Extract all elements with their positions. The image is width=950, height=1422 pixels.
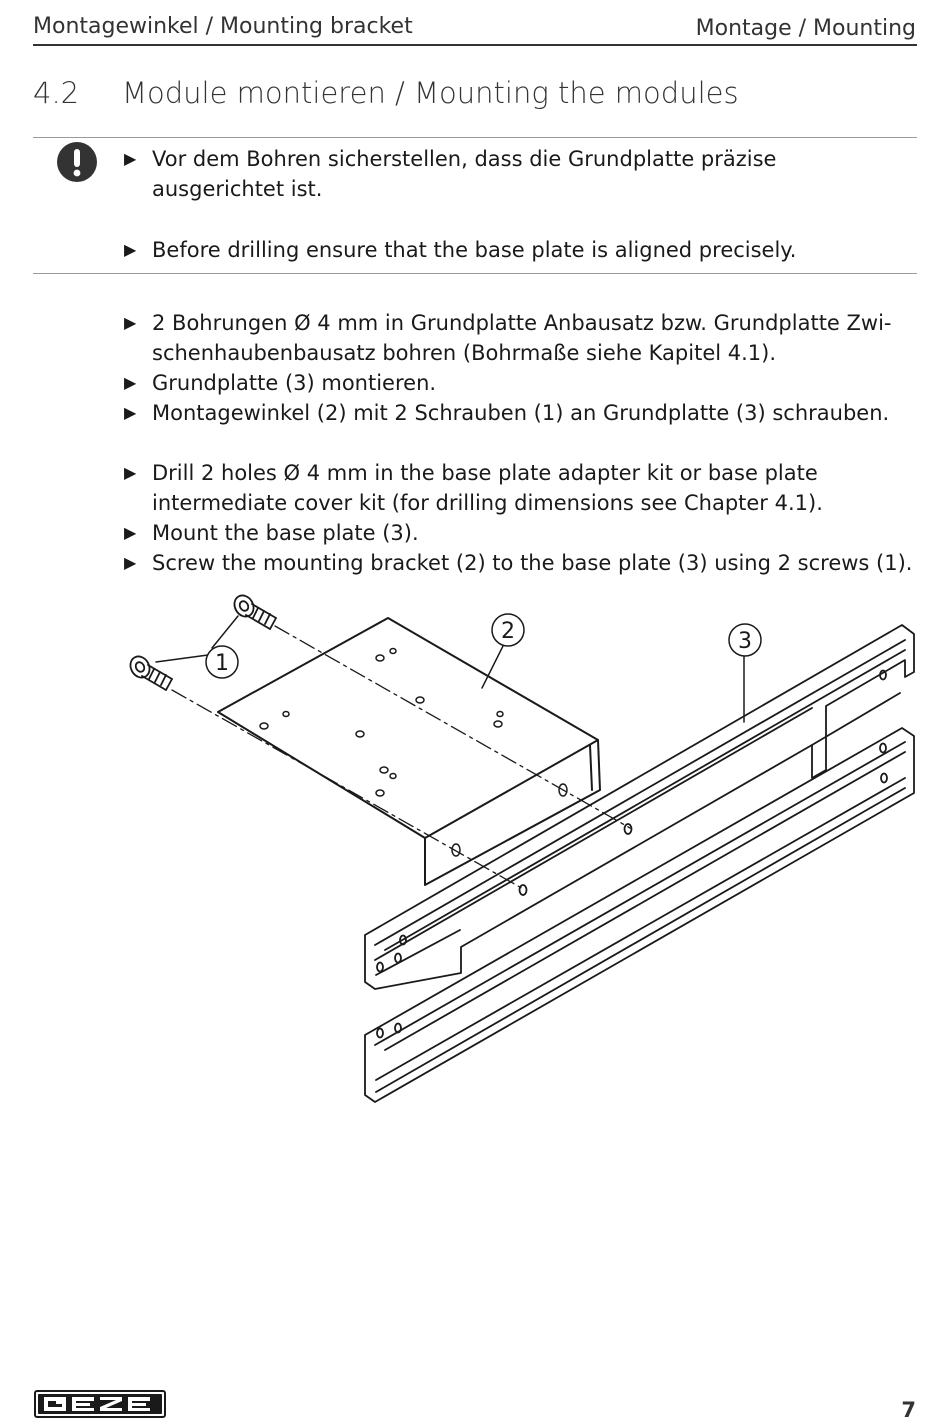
section-number: 4.2	[33, 76, 80, 110]
bullet-arrow-icon: ▶	[124, 553, 137, 572]
section-title: Module montieren / Mounting the modules	[122, 76, 739, 110]
step-en-1	[124, 458, 924, 518]
warning-de	[124, 144, 914, 204]
warning-top-rule	[33, 137, 917, 138]
bullet-arrow-icon: ▶	[124, 523, 137, 542]
step-de-3-text: Montagewinkel (2) mit 2 Schrauben (1) an Grundplatte (3) schrauben.	[152, 401, 890, 425]
bullet-arrow-icon: ▶	[124, 149, 137, 168]
header-rule	[33, 44, 917, 46]
step-de-2	[124, 368, 924, 398]
step-en-2-text: Mount the base plate (3).	[152, 521, 419, 545]
callout-2-label: 2	[501, 619, 515, 644]
page-number: 7	[901, 1398, 916, 1422]
warning-bottom-rule	[33, 273, 917, 274]
header-right: Montage / Mounting	[695, 16, 916, 41]
bullet-arrow-icon: ▶	[124, 373, 137, 392]
step-en-3-text: Screw the mounting bracket (2) to the base plate (3) using 2 screws (1).	[152, 551, 913, 575]
mounting-bracket	[218, 618, 600, 885]
screw-upper	[231, 592, 276, 629]
step-en-3	[124, 548, 924, 578]
header-left: Montagewinkel / Mounting bracket	[33, 14, 413, 39]
step-en-1-text: Drill 2 holes Ø 4 mm in the base plate adapter kit or base plate intermediate cover kit (for drilling dimensions see Chapter 4.1).	[152, 461, 823, 515]
bullet-arrow-icon: ▶	[124, 240, 137, 259]
step-de-1	[124, 308, 924, 368]
exclamation-icon	[56, 141, 98, 183]
warning-en	[124, 235, 924, 265]
geze-logo	[34, 1390, 166, 1418]
step-de-1-text: 2 Bohrungen Ø 4 mm in Grundplatte Anbausatz bzw. Grundplatte Zwischenhaubenbausatz bohren (Bohrmaße siehe Kapitel 4.1).	[152, 311, 892, 365]
bullet-arrow-icon: ▶	[124, 463, 137, 482]
callout-3-label: 3	[738, 629, 752, 654]
step-de-2-text: Grundplatte (3) montieren.	[152, 371, 437, 395]
step-en-2	[124, 518, 924, 548]
step-de-3	[124, 398, 924, 428]
bullet-arrow-icon: ▶	[124, 313, 137, 332]
screw-lower	[127, 653, 172, 690]
mounting-diagram	[120, 590, 920, 1110]
warning-en-text: Before drilling ensure that the base plate is aligned precisely.	[152, 238, 797, 262]
bullet-arrow-icon: ▶	[124, 403, 137, 422]
warning-de-text: Vor dem Bohren sicherstellen, dass die Grundplatte präzise ausgerichtet ist.	[152, 147, 777, 201]
callout-1-label: 1	[215, 651, 229, 676]
